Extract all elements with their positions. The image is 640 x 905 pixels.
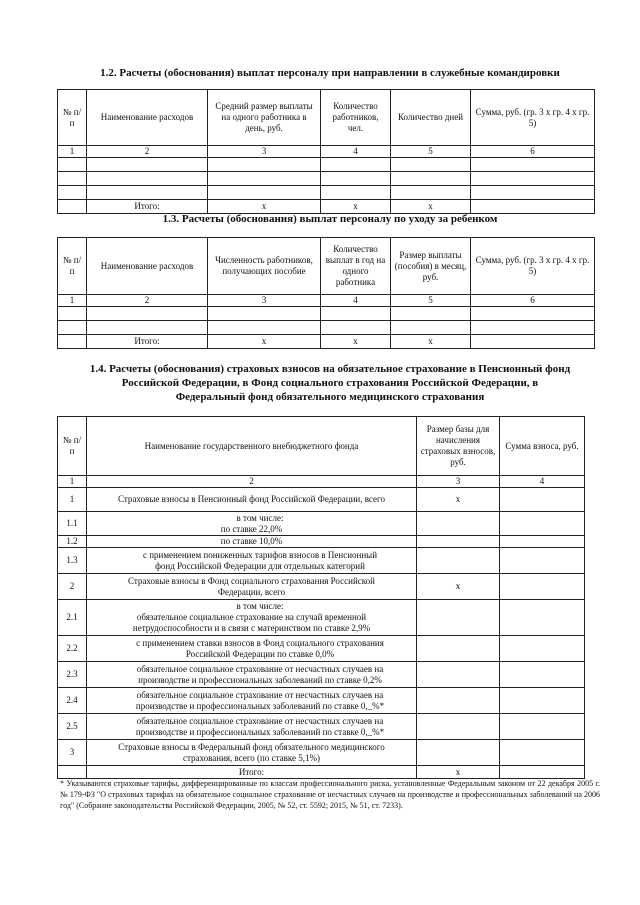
section-1-3-title: 1.3. Расчеты (обоснования) выплат персоналу по уходу за ребенком	[162, 213, 498, 225]
table-row	[58, 321, 595, 335]
row-name: с применением ставки взносов в Фонд социального страхования Российской Федерации по ставке 0,0%	[87, 636, 417, 662]
table-row	[58, 688, 585, 714]
column-number: 3	[417, 476, 500, 488]
row-name: обязательное социальное страхование от несчастных случаев на производстве и профессиональных заболеваний по ставке 0,2%	[87, 662, 417, 688]
header-cell: Размер базы для начисления страховых взносов, руб.	[417, 417, 500, 476]
table-row	[58, 536, 585, 548]
row-name: Страховые взносы в Фонд социального страхования Российской Федерации, всего	[87, 574, 417, 600]
column-number: 2	[87, 476, 417, 488]
column-number: 3	[208, 146, 321, 158]
header-cell: Сумма взноса, руб.	[500, 417, 585, 476]
header-cell: Наименование расходов	[87, 90, 208, 146]
header-cell: № п/п	[58, 238, 87, 295]
x-mark: х	[417, 488, 500, 512]
total-row	[58, 335, 595, 349]
column-number: 2	[87, 295, 208, 307]
header-cell: № п/п	[58, 417, 87, 476]
total-label: Итого:	[87, 335, 208, 349]
header-cell: Размер выплаты (пособия) в месяц, руб.	[391, 238, 471, 295]
row-number: 2	[58, 574, 87, 600]
row-number: 1.2	[58, 536, 87, 548]
column-number: 1	[58, 476, 87, 488]
table-row	[58, 636, 585, 662]
row-number: 2.3	[58, 662, 87, 688]
row-number: 2.2	[58, 636, 87, 662]
total-label: Итого:	[87, 200, 208, 214]
row-name: обязательное социальное страхование от несчастных случаев на производстве и профессиональных заболеваний по ставке 0,_%*	[87, 688, 417, 714]
row-name: по ставке 10,0%	[87, 536, 417, 548]
title-line: Российской Федерации, в Фонд социального страхования Российской Федерации, в	[121, 377, 539, 389]
row-name: с применением пониженных тарифов взносов в Пенсионный фонд Российской Федерации для отдельных категорий	[87, 548, 417, 574]
x-mark: х	[391, 200, 471, 214]
table-row	[58, 574, 585, 600]
title-line: Федеральный фонд обязательного медицинского страхования	[175, 391, 485, 403]
column-number: 6	[471, 295, 595, 307]
footnote: * Указываются страховые тарифы, дифференцированные по классам профессионального риска, установленные Федеральным законом от 22 декабря 2005 г. № 179-ФЗ "О страховых тарифах на обязательное социальное страхование от несчастных случаев на производстве и профессиональных заболеваний на 2006 год" (Собрание законодательства Российской Федерации, 2005, № 52, ст. 5592; 2015, № 51, ст. 7233).	[60, 779, 600, 810]
row-name: обязательное социальное страхование от несчастных случаев на производстве и профессиональных заболеваний по ставке 0,_%*	[87, 714, 417, 740]
table-insurance-contributions	[57, 416, 585, 779]
column-number: 3	[208, 295, 321, 307]
header-cell: Численность работников, получающих пособие	[208, 238, 321, 295]
table-row	[58, 186, 595, 200]
header-cell: Сумма, руб. (гр. 3 х гр. 4 х гр. 5)	[471, 90, 595, 146]
row-number: 1.3	[58, 548, 87, 574]
header-cell: Сумма, руб. (гр. 3 х гр. 4 х гр. 5)	[471, 238, 595, 295]
header-cell: Средний размер выплаты на одного работника в день, руб.	[208, 90, 321, 146]
section-1-4-title	[40, 362, 620, 404]
x-mark: х	[417, 574, 500, 600]
table-row	[58, 158, 595, 172]
x-mark: х	[391, 335, 471, 349]
column-number: 4	[500, 476, 585, 488]
x-mark: х	[321, 335, 391, 349]
row-name: Страховые взносы в Федеральный фонд обязательного медицинского страхования, всего (по ставке 5,1%)	[87, 740, 417, 766]
column-number: 4	[321, 295, 391, 307]
table-childcare	[57, 237, 595, 349]
header-cell: № п/п	[58, 90, 87, 146]
x-mark: х	[208, 335, 321, 349]
table-business-trips	[57, 89, 595, 214]
row-number: 1.1	[58, 512, 87, 536]
column-number: 4	[321, 146, 391, 158]
column-number: 5	[391, 295, 471, 307]
table-row	[58, 307, 595, 321]
table-row	[58, 714, 585, 740]
table-row	[58, 740, 585, 766]
row-name: Страховые взносы в Пенсионный фонд Российской Федерации, всего	[87, 488, 417, 512]
table-row	[58, 172, 595, 186]
column-number: 2	[87, 146, 208, 158]
total-row	[58, 766, 585, 779]
column-number: 1	[58, 146, 87, 158]
column-number: 6	[471, 146, 595, 158]
row-number: 2.4	[58, 688, 87, 714]
table-row	[58, 488, 585, 512]
x-mark: х	[417, 766, 500, 779]
x-mark: х	[321, 200, 391, 214]
table-row	[58, 548, 585, 574]
header-cell: Количество выплат в год на одного работника	[321, 238, 391, 295]
row-number: 3	[58, 740, 87, 766]
total-label: Итого:	[87, 766, 417, 779]
row-number: 2.5	[58, 714, 87, 740]
title-line: 1.4. Расчеты (обоснования) страховых взносов на обязательное страхование в Пенсионный фонд	[89, 363, 571, 375]
header-cell: Наименование расходов	[87, 238, 208, 295]
table-row	[58, 600, 585, 636]
row-number: 2.1	[58, 600, 87, 636]
table-row	[58, 662, 585, 688]
header-cell: Наименование государственного внебюджетного фонда	[87, 417, 417, 476]
row-name: в том числе: обязательное социальное страхование на случай временной нетрудоспособности и в связи с материнством по ставке 2,9%	[87, 600, 417, 636]
header-cell: Количество работников, чел.	[321, 90, 391, 146]
section-1-2-title: 1.2. Расчеты (обоснования) выплат персоналу при направлении в служебные командировки	[100, 67, 560, 79]
table-row	[58, 512, 585, 536]
row-number: 1	[58, 488, 87, 512]
x-mark: х	[208, 200, 321, 214]
row-name: в том числе: по ставке 22,0%	[87, 512, 417, 536]
column-number: 1	[58, 295, 87, 307]
header-cell: Количество дней	[391, 90, 471, 146]
column-number: 5	[391, 146, 471, 158]
